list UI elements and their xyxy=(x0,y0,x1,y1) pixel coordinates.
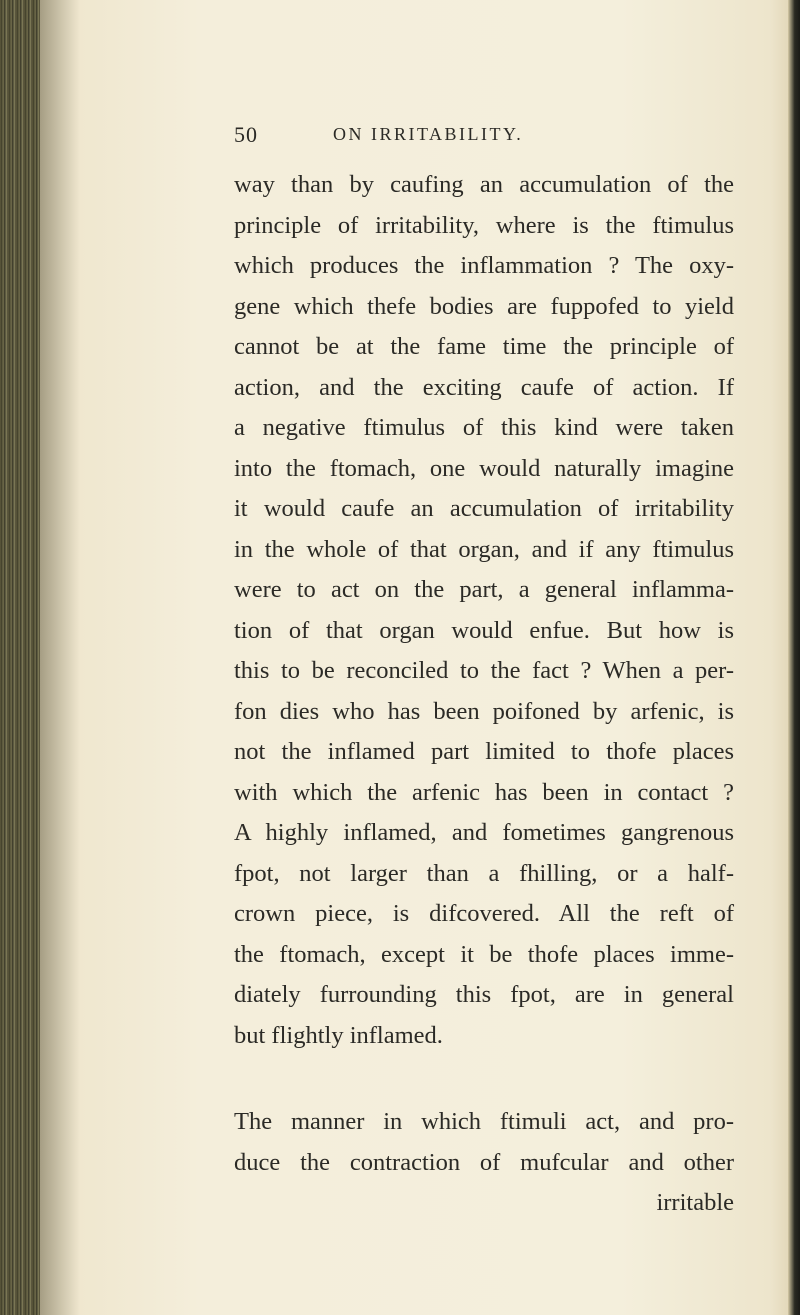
text-line: a negative ftimulus of this kind were taken xyxy=(234,414,734,441)
text-line: tion of that organ would enfue. But how is xyxy=(234,616,734,644)
text-line: duce the contraction of mufcular and other xyxy=(234,1148,734,1176)
text-line: A highly inflamed, and fometimes gangrenous xyxy=(234,819,734,846)
text-line: the ftomach, except it be thofe places imme- xyxy=(234,940,734,968)
paragraph-2 xyxy=(234,1102,734,1183)
text-line: but flightly inflamed. xyxy=(234,1021,443,1049)
text-line: were to act on the part, a general inflamma- xyxy=(234,576,734,603)
text-line: cannot be at the fame time the principle of xyxy=(234,333,734,360)
text-line: not the inflamed part limited to thofe places xyxy=(234,738,734,765)
paragraph-1 xyxy=(234,165,734,1056)
gutter-shadow xyxy=(40,0,80,1315)
running-title: ON IRRITABILITY. xyxy=(333,124,524,144)
text-line: diately furrounding this fpot, are in general xyxy=(234,981,734,1008)
text-line: which produces the inflammation ? The oxy- xyxy=(234,252,734,279)
catchword: irritable xyxy=(656,1189,734,1216)
text-line: The manner in which ftimuli act, and pro- xyxy=(234,1108,734,1135)
page-header xyxy=(0,122,800,152)
text-line: way than by caufing an accumulation of the xyxy=(234,171,734,198)
text-line: gene which thefe bodies are fuppofed to yield xyxy=(234,292,734,320)
text-line: into the ftomach, one would naturally imagine xyxy=(234,454,734,482)
text-line: fon dies who has been poifoned by arfenic, is xyxy=(234,697,734,725)
book-binding-edge xyxy=(0,0,40,1315)
text-line: with which the arfenic has been in contact ? xyxy=(234,778,734,806)
page-number: 50 xyxy=(234,122,258,147)
text-line: action, and the exciting caufe of action. If xyxy=(234,373,734,401)
text-line: it would caufe an accumulation of irritability xyxy=(234,495,734,522)
text-line: crown piece, is difcovered. All the reft of xyxy=(234,900,734,927)
main-text xyxy=(234,165,734,1224)
page-right-edge xyxy=(788,0,800,1315)
text-line: fpot, not larger than a fhilling, or a half- xyxy=(234,859,734,887)
text-line: in the whole of that organ, and if any ftimulus xyxy=(234,535,734,563)
text-line: principle of irritability, where is the ftimulus xyxy=(234,211,734,239)
text-line: this to be reconciled to the fact ? When a per- xyxy=(234,657,734,684)
paragraph-gap xyxy=(234,1056,734,1102)
